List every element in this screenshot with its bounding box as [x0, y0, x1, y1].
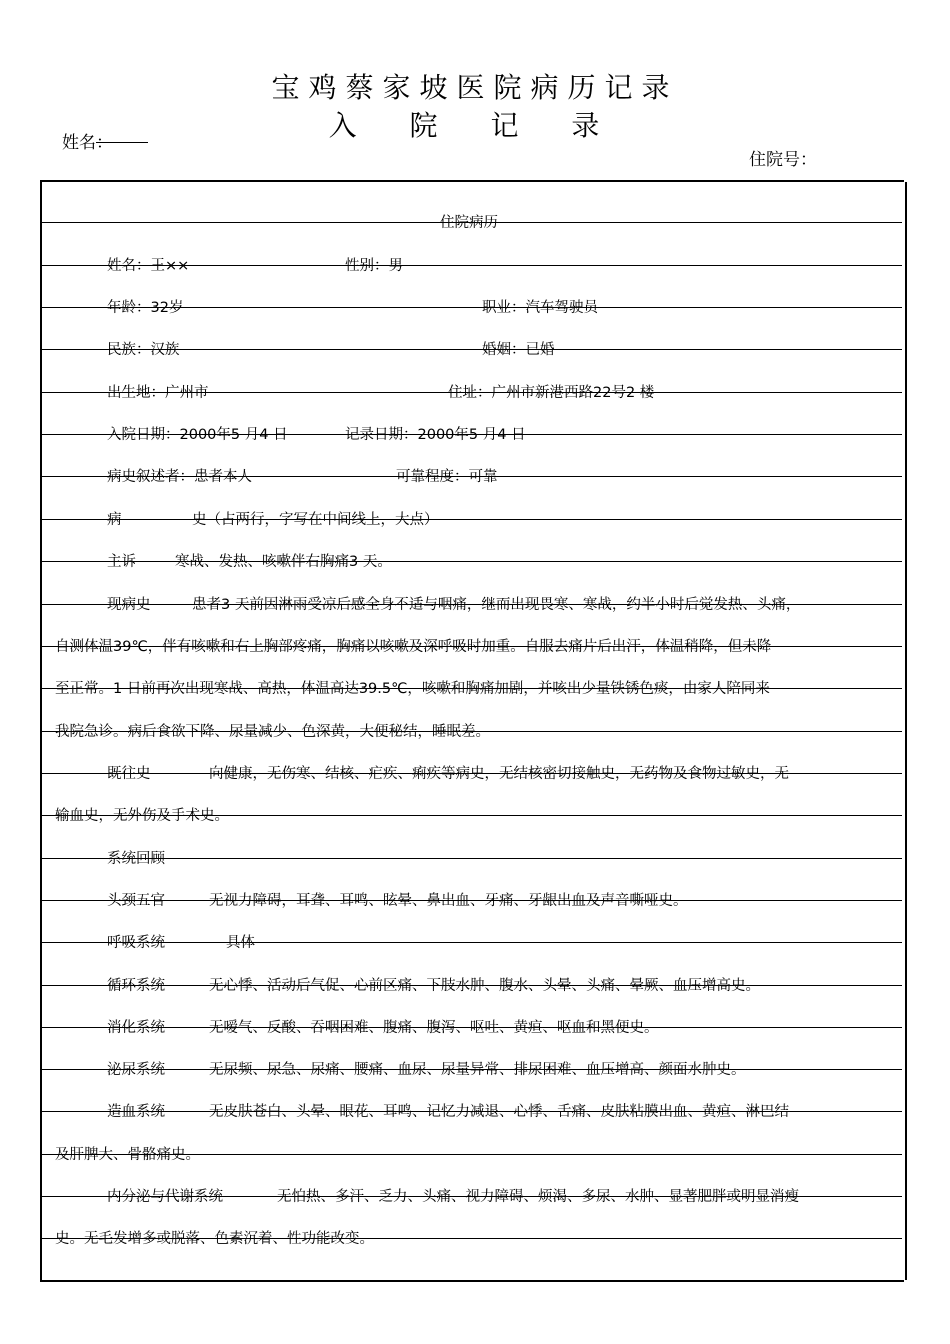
history-reliability: 可靠程度：可靠	[396, 469, 498, 485]
page-title: 宝鸡蔡家坡医院病历记录	[271, 71, 679, 104]
history-heading-a: 病	[107, 512, 122, 528]
record-date: 记录日期：2000年5 月4 日	[345, 427, 526, 443]
history-informant: 病史叙述者：患者本人	[107, 469, 252, 485]
past-history-line-1: 向健康，无伤寒、结核、疟疾、痢疾等病史，无结核密切接触史，无药物及食物过敏史，无	[209, 766, 789, 782]
circulatory-text: 无心悸、活动后气促、心前区痛、下肢水肿、腹水、头晕、头痛、晕厥、血压增高史。	[209, 978, 760, 994]
ruled-line	[42, 858, 902, 859]
name-colon: ：	[96, 133, 113, 153]
patient-marriage: 婚姻：已婚	[482, 342, 555, 358]
respiratory-text: 具体	[226, 935, 255, 951]
chief-complaint-label: 主诉	[107, 554, 136, 570]
heent-label: 头颈五官	[107, 893, 165, 909]
ruled-line	[42, 561, 902, 562]
patient-birthplace: 出生地：广州市	[107, 385, 209, 401]
heent-text: 无视力障碍，耳聋、耳鸣、眩晕、鼻出血、牙痛、牙龈出血及声音嘶哑史。	[209, 893, 688, 909]
history-heading-b: 史（占两行，字写在中间线上，大点）	[192, 512, 439, 528]
digestive-text: 无嗳气、反酸、吞咽困难、腹痛、腹泻、呕吐、黄疸、呕血和黑便史。	[209, 1020, 659, 1036]
ruled-line	[42, 519, 902, 520]
page-subtitle: 入 院 记 录	[328, 109, 622, 142]
ruled-line	[42, 942, 902, 943]
chief-complaint: 寒战、发热、咳嗽伴右胸痛3 天。	[175, 554, 392, 570]
past-history-line-2: 输血史，无外伤及手术史。	[55, 808, 229, 824]
endocrine-line-2: 史。无毛发增多或脱落、色素沉着、性功能改变。	[55, 1231, 374, 1247]
present-illness-line-2: 自测体温39℃，伴有咳嗽和右上胸部疼痛，胸痛以咳嗽及深呼吸时加重。自服去痛片后出汗，体温稍降，但未降	[55, 639, 772, 655]
endocrine-line-1: 无怕热、多汗、乏力、头痛、视力障碍、烦渴、多尿、水肿、显著肥胖或明显消瘦	[277, 1189, 799, 1205]
patient-occupation: 职业：汽车驾驶员	[482, 300, 598, 316]
circulatory-label: 循环系统	[107, 978, 165, 994]
hematopoietic-line-2: 及肝脾大、骨骼痛史。	[55, 1147, 200, 1163]
name-blank-field	[96, 128, 148, 153]
urinary-text: 无尿频、尿急、尿痛、腰痛、血尿、尿量异常、排尿困难、血压增高、颜面水肿史。	[209, 1062, 746, 1078]
record-heading: 住院病历	[440, 215, 498, 231]
respiratory-label: 呼吸系统	[107, 935, 165, 951]
urinary-label: 泌尿系统	[107, 1062, 165, 1078]
patient-address: 住址：广州市新港西路22号2 楼	[448, 385, 655, 401]
present-illness-line-3: 至正常。1 日前再次出现寒战、高热，体温高达39.5℃，咳嗽和胸痛加剧，并咳出少量铁锈色痰，由家人陪同来	[55, 681, 770, 697]
endocrine-label: 内分泌与代谢系统	[107, 1189, 223, 1205]
patient-gender: 性别：男	[345, 258, 403, 274]
past-history-label: 既往史	[107, 766, 151, 782]
patient-name-header	[62, 128, 148, 153]
patient-age: 年龄：32岁	[107, 300, 184, 316]
system-review-label: 系统回顾	[107, 851, 165, 867]
admission-date: 入院日期：2000年5 月4 日	[107, 427, 288, 443]
admission-number-header: 住院号：	[749, 150, 817, 170]
patient-ethnicity: 民族：汉族	[107, 342, 180, 358]
present-illness-line-1: 患者3 天前因淋雨受凉后感全身不适与咽痛，继而出现畏寒、寒战，约半小时后觉发热、头痛，	[192, 597, 801, 613]
present-illness-line-4: 我院急诊。病后食欲下降、尿量减少、色深黄，大便秘结，睡眠差。	[55, 724, 490, 740]
hematopoietic-label: 造血系统	[107, 1104, 165, 1120]
present-illness-label: 现病史	[107, 597, 151, 613]
digestive-label: 消化系统	[107, 1020, 165, 1036]
name-label: 姓名	[62, 133, 96, 153]
record-frame-right-border	[905, 182, 907, 1280]
patient-name: 姓名：王××	[107, 258, 190, 274]
hematopoietic-line-1: 无皮肤苍白、头晕、眼花、耳鸣、记忆力减退、心悸、舌痛、皮肤粘膜出血、黄疸、淋巴结	[209, 1104, 789, 1120]
